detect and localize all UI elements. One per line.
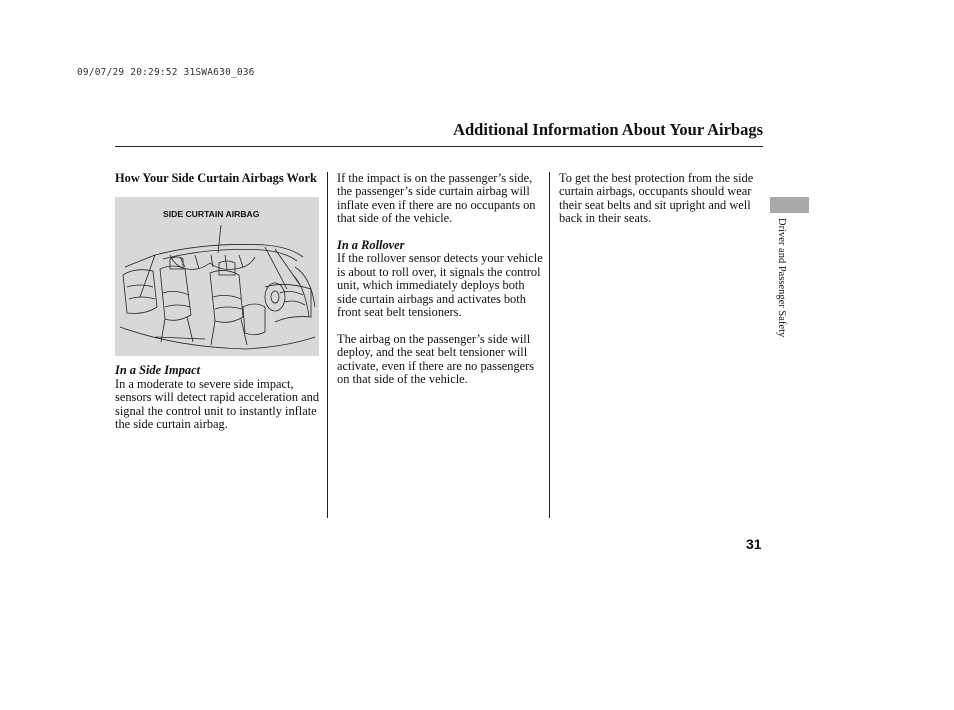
- column1-paragraph: In a moderate to severe side impact, sensors will detect rapid acceleration and signal the control unit to instantly inflate the side curtain airbag.: [115, 376, 320, 432]
- column2-subheading: In a Rollover: [337, 238, 405, 253]
- title-rule: [115, 146, 763, 147]
- column1-heading: How Your Side Curtain Airbags Work: [115, 171, 317, 185]
- side-tab-label: Driver and Passenger Safety: [776, 218, 787, 338]
- column1-subheading: In a Side Impact: [115, 363, 201, 378]
- column-2: [337, 172, 545, 386]
- column3-paragraph-1: To get the best protection from the side curtain airbags, occupants should wear their seat belts and sit upright and well back in their seats.: [559, 171, 754, 226]
- column-divider-1: [327, 172, 328, 518]
- column2-paragraph-2: If the rollover sensor detects your vehicle is about to roll over, it signals the control unit, which immediately deploys both side curtain airbags and activates both front seat belt tensioners.: [337, 251, 543, 320]
- column-1: [115, 172, 321, 431]
- side-curtain-airbag-illustration: [115, 197, 319, 356]
- print-stamp: 09/07/29 20:29:52 31SWA630_036: [77, 67, 255, 78]
- page-number: 31: [746, 536, 762, 552]
- side-tab-marker: [770, 197, 809, 213]
- section-title: Additional Information About Your Airbags: [453, 120, 763, 139]
- column-3: [559, 172, 759, 226]
- column2-paragraph-1: If the impact is on the passenger’s side, the passenger’s side curtain airbag will inflate even if there are no occupants on that side of the vehicle.: [337, 171, 536, 226]
- column2-paragraph-3: The airbag on the passenger’s side will deploy, and the seat belt tensioner will activate, even if there are no passengers on that side of the vehicle.: [337, 331, 535, 387]
- figure-label: SIDE CURTAIN AIRBAG: [163, 209, 260, 220]
- column-divider-2: [549, 172, 550, 518]
